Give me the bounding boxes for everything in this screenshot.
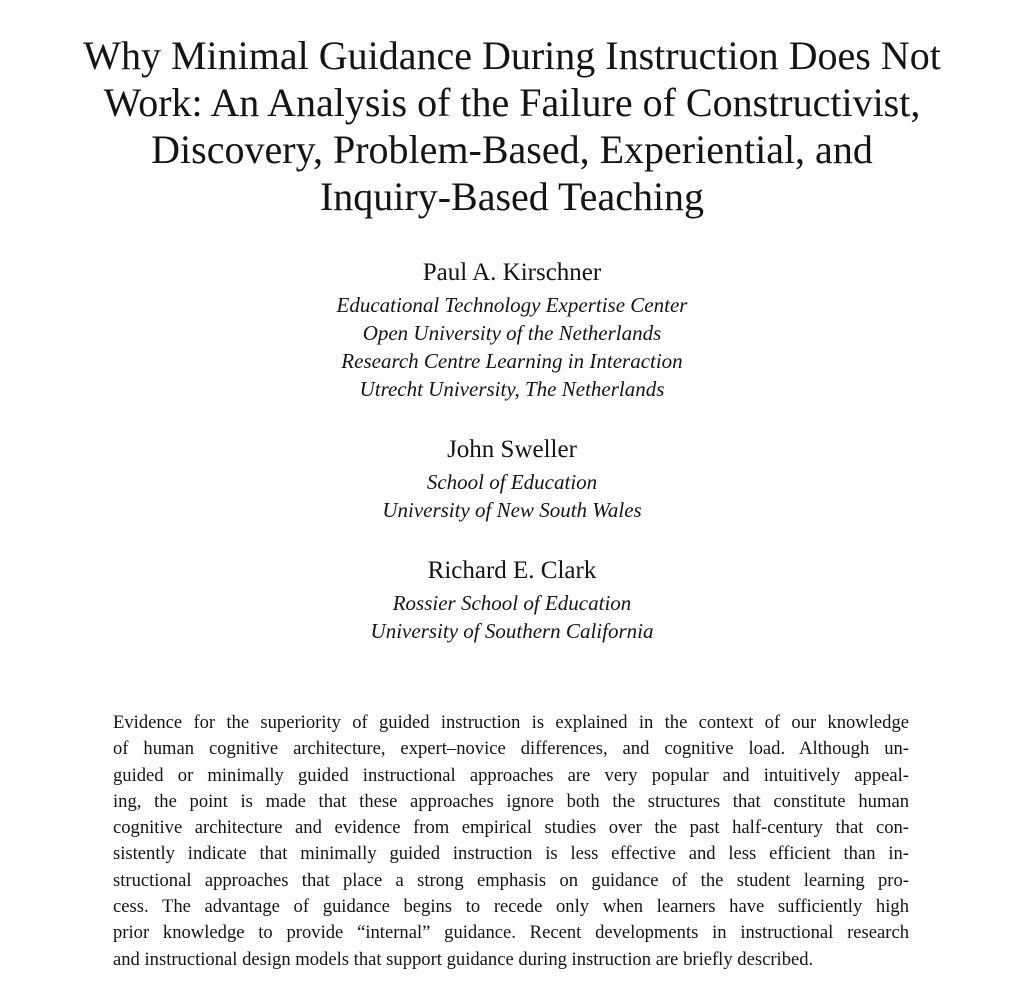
abstract-line: prior knowledge to provide “internal” guidance. Recent developments in instructional research [113, 922, 909, 944]
affiliation-line: Research Centre Learning in Interaction [341, 349, 683, 373]
paper-title [0, 32, 1024, 220]
abstract-line: cess. The advantage of guidance begins to recede only when learners have sufficiently high [113, 896, 909, 918]
author-affiliation [0, 589, 1024, 645]
abstract-line: structional approaches that place a strong emphasis on guidance of the student learning pro- [113, 869, 909, 891]
author-block-sweller [0, 435, 1024, 524]
abstract-line: of human cognitive architecture, expert–novice differences, and cognitive load. Although un- [113, 738, 909, 760]
author-name: Richard E. Clark [427, 557, 597, 584]
title-line: Discovery, Problem-Based, Experiential, and [151, 127, 873, 172]
affiliation-line: University of Southern California [370, 619, 654, 643]
title-line: Work: An Analysis of the Failure of Constructivist, [103, 80, 921, 125]
abstract-line: guided or minimally guided instructional approaches are very popular and intuitively appeal- [113, 764, 909, 786]
abstract-line: ing, the point is made that these approaches ignore both the structures that constitute human [113, 790, 909, 812]
abstract-line: sistently indicate that minimally guided instruction is less effective and less efficient than in- [113, 843, 909, 865]
author-name: Paul A. Kirschner [422, 259, 602, 286]
author-name: John Sweller [447, 436, 577, 463]
abstract-line: cognitive architecture and evidence from empirical studies over the past half-century that con- [113, 817, 909, 839]
affiliation-line: School of Education [426, 470, 598, 494]
author-affiliation [0, 468, 1024, 524]
abstract [113, 710, 909, 973]
author-affiliation [0, 291, 1024, 403]
affiliation-line: University of New South Wales [382, 498, 642, 522]
affiliation-line: Utrecht University, The Netherlands [359, 377, 665, 401]
title-line: Why Minimal Guidance During Instruction Does Not [83, 33, 941, 78]
affiliation-line: Educational Technology Expertise Center [336, 293, 688, 317]
abstract-line: and instructional design models that support guidance during instruction are briefly described. [113, 948, 814, 970]
title-line: Inquiry-Based Teaching [319, 174, 705, 219]
affiliation-line: Open University of the Netherlands [362, 321, 662, 345]
author-block-kirschner [0, 258, 1024, 403]
abstract-line: Evidence for the superiority of guided instruction is explained in the context of our knowledge [113, 712, 909, 733]
affiliation-line: Rossier School of Education [392, 591, 632, 615]
author-block-clark [0, 556, 1024, 645]
